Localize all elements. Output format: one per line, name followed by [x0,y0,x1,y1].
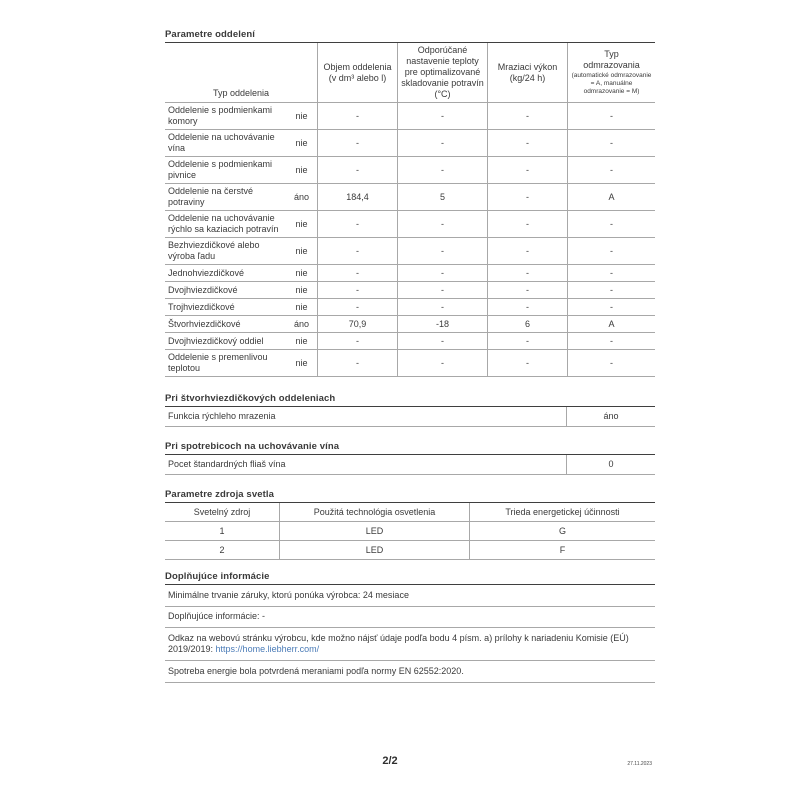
additional-info: Doplňujúce informácie: - [165,607,655,629]
light-technology: LED [280,541,470,559]
compartment-label: Dvojhviezdičkové [168,284,238,295]
compartment-volume: - [318,130,398,156]
wine-bottles-label: Pocet štandardných fliaš vína [168,459,286,469]
compartment-volume: 70,9 [318,316,398,332]
header-volume: Objem oddelenia (v dm³ alebo l) [318,43,398,102]
header-defrost-main: Typ odmrazovania [583,49,640,70]
compartment-present: áno [286,184,318,210]
compartment-temp: 5 [398,184,488,210]
compartment-label: Oddelenie s podmienkami komory [168,105,273,126]
compartment-label: Jednohviezdičkové [168,267,245,278]
compartment-temp: - [398,299,488,315]
manufacturer-link-info [165,628,655,661]
compartment-defrost: - [610,357,613,368]
header-defrost-sub: (automatické odmrazovanie = A, manuálne odmrazovanie = M) [571,72,652,95]
compartment-volume: - [318,350,398,376]
light-row [165,522,655,541]
info-section-title: Doplňujúce informácie [165,571,655,585]
compartment-temp: - [398,282,488,298]
compartment-volume: - [318,157,398,183]
compartment-freeze: - [488,211,568,237]
fast-freeze-label: Funkcia rýchleho mrazenia [168,411,276,421]
light-header-technology: Použitá technológia osvetlenia [280,503,470,521]
table-row [165,333,655,350]
page-content [165,29,655,683]
table-row [165,238,655,265]
compartment-temp: - [398,350,488,376]
header-temp: Odporúčané nastavenie teploty pre optimalizované skladovanie potravín (°C) [398,43,488,102]
compartment-volume: - [318,211,398,237]
compartments-section-title: Parametre oddelení [165,29,655,43]
compartment-temp: - [398,238,488,264]
compartment-label: Oddelenie s premenlivou teplotou [168,352,268,373]
compartment-volume: - [318,333,398,349]
compartment-present: áno [286,316,318,332]
light-energy-class: F [559,544,566,555]
compartment-present: nie [286,103,318,129]
compartment-present: nie [286,350,318,376]
compartment-label: Oddelenie na uchovávanie rýchlo sa kaziacich potravín [168,213,279,234]
manufacturer-website-link[interactable]: https://home.liebherr.com/ [215,644,320,654]
light-header-class: Trieda energetickej účinnosti [505,506,620,517]
compartment-present: nie [286,299,318,315]
table-row [165,299,655,316]
compartment-label: Oddelenie s podmienkami pivnice [168,159,273,180]
compartment-freeze: - [488,350,568,376]
compartment-present: nie [286,130,318,156]
manufacturer-link-text: Odkaz na webovú stránku výrobcu, kde možno nájsť údaje podľa bodu 4 písm. a) prílohy k nariadeniu Komisie (EÚ) 2019/2019: [168,632,629,654]
compartment-volume: - [318,103,398,129]
light-header-source: Svetelný zdroj [165,503,280,521]
compartment-temp: - [398,103,488,129]
compartment-volume: - [318,238,398,264]
compartment-defrost: - [610,335,613,346]
compartment-label: Oddelenie na čerstvé potraviny [168,186,254,207]
compartment-freeze: - [488,157,568,183]
compartment-present: nie [286,333,318,349]
compartment-defrost: A [608,318,615,329]
compartment-temp: - [398,265,488,281]
compartment-defrost: - [610,301,613,312]
compartment-freeze: - [488,265,568,281]
compartment-temp: - [398,333,488,349]
four-star-row [165,407,655,427]
header-freeze: Mraziaci výkon (kg/24 h) [488,43,568,102]
compartment-label: Štvorhviezdičkové [168,318,241,329]
table-row [165,282,655,299]
table-row [165,265,655,282]
compartment-present: nie [286,282,318,298]
footer-date: 27.11.2023 [627,761,652,767]
light-section-title: Parametre zdroja svetla [165,489,655,503]
compartment-defrost: - [610,284,613,295]
four-star-section-title: Pri štvorhviezdičkových oddeleniach [165,393,655,407]
warranty-info: Minimálne trvanie záruky, ktorú ponúka výrobca: 24 mesiace [165,585,655,607]
compartment-temp: - [398,157,488,183]
compartment-present: nie [286,238,318,264]
table-row [165,103,655,130]
light-source-number: 2 [165,541,280,559]
compartment-freeze: - [488,282,568,298]
compartment-defrost: - [610,137,613,148]
compartment-label: Oddelenie na uchovávanie vína [168,132,275,153]
header-defrost [568,43,655,102]
compartment-defrost: - [610,218,613,229]
compartment-label: Trojhviezdičkové [168,301,235,312]
light-source-number: 1 [165,522,280,540]
compartment-present: nie [286,157,318,183]
table-row [165,130,655,157]
compartment-temp: - [398,130,488,156]
compartment-freeze: 6 [488,316,568,332]
light-row [165,541,655,560]
table-row [165,184,655,211]
compartment-freeze: - [488,299,568,315]
compartment-present: nie [286,211,318,237]
compartment-volume: 184,4 [318,184,398,210]
compartment-present: nie [286,265,318,281]
compartments-table [165,43,655,377]
compartment-defrost: A [608,191,615,202]
energy-measurement-note: Spotreba energie bola potvrdená meraniami podľa normy EN 62552:2020. [165,661,655,683]
light-header-row [165,503,655,522]
table-row [165,157,655,184]
wine-bottles-value: 0 [566,455,655,474]
page-number: 2/2 [382,755,398,767]
compartment-freeze: - [488,103,568,129]
light-table [165,503,655,560]
compartment-defrost: - [610,164,613,175]
compartment-freeze: - [488,238,568,264]
light-energy-class: G [558,525,566,536]
compartment-label: Bezhviezdičkové alebo výroba ľadu [168,240,260,261]
wine-row [165,455,655,475]
light-technology: LED [280,522,470,540]
table-row [165,350,655,377]
compartment-volume: - [318,299,398,315]
table-row [165,316,655,333]
header-type: Typ oddelenia [165,43,318,102]
compartment-defrost: - [610,267,613,278]
compartment-defrost: - [610,110,613,121]
compartment-volume: - [318,282,398,298]
fast-freeze-value: áno [566,407,655,426]
table-row [165,211,655,238]
compartment-freeze: - [488,130,568,156]
compartment-label: Dvojhviezdičkový oddiel [168,335,264,346]
compartment-freeze: - [488,184,568,210]
compartment-temp: - [398,211,488,237]
compartments-header-row [165,43,655,103]
compartment-temp: -18 [398,316,488,332]
compartment-volume: - [318,265,398,281]
compartment-freeze: - [488,333,568,349]
wine-section-title: Pri spotrebicoch na uchovávanie vína [165,441,655,455]
compartment-defrost: - [610,245,613,256]
